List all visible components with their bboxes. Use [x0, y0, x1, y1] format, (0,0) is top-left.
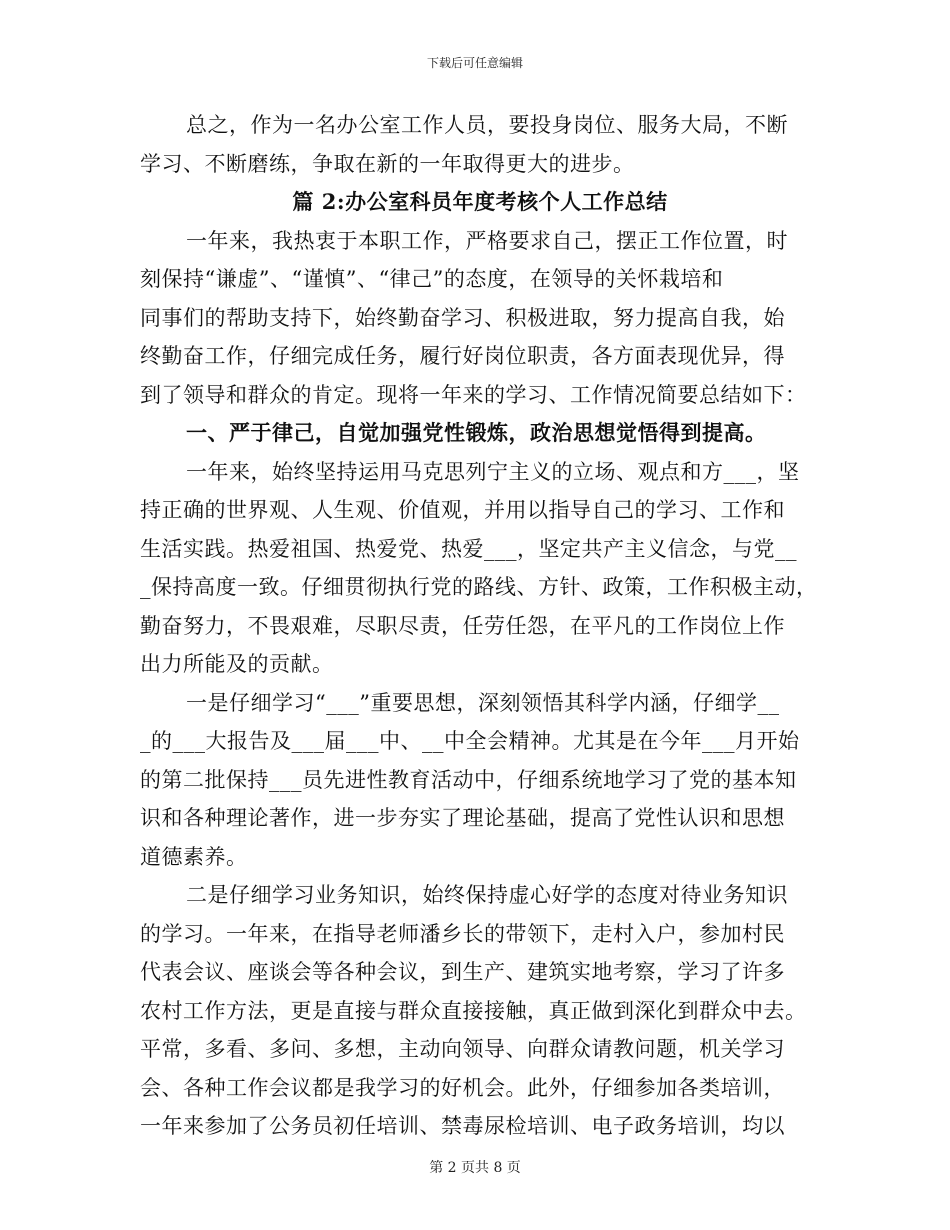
paragraph-line: 一年来参加了公务员初任培训、禁毒尿检培训、电子政务培训，均以	[140, 1114, 785, 1138]
paragraph-line: 总之，作为一名办公室工作人员，要投身岗位、服务大局，不断	[186, 113, 788, 137]
paragraph-line: 刻保持“谦虚”、“谨慎”、“律己”的态度，在领导的关怀栽培和	[140, 267, 724, 291]
document-body	[140, 106, 820, 1146]
page-footer: 第 2 页共 8 页	[429, 1160, 521, 1176]
paragraph-line: 平常，多看、多问、多想，主动向领导、向群众请教问题，机关学习	[140, 1037, 785, 1061]
paragraph-line: 农村工作方法，更是直接与群众直接接触，真正做到深化到群众中去。	[140, 998, 807, 1023]
paragraph-line: 二是仔细学习业务知识，始终保持虚心好学的态度对待业务知识	[186, 883, 788, 907]
paragraph-line: 代表会议、座谈会等各种会议，到生产、建筑实地考察，学习了许多	[140, 960, 785, 984]
paragraph-line: 的学习。一年来，在指导老师潘乡长的带领下，走村入户，参加村民	[140, 921, 785, 946]
paragraph-line: 识和各种理论著作，进一步夯实了理论基础，提高了党性认识和思想	[140, 806, 785, 830]
paragraph-line: 出力所能及的贡献。	[140, 652, 334, 676]
paragraph-line: 勤奋努力，不畏艰难，尽职尽责，任劳任怨，在平凡的工作岗位上作	[140, 613, 785, 638]
paragraph-line: 持正确的世界观、人生观、价值观，并用以指导自己的学习、工作和	[140, 498, 785, 522]
paragraph-line: 一年来，始终坚持运用马克思列宁主义的立场、观点和方___，坚	[186, 459, 800, 484]
paragraph-line: 生活实践。热爱祖国、热爱党、热爱___，坚定共产主义信念，与党__	[140, 536, 797, 561]
paragraph-line: 到了领导和群众的肯定。现将一年来的学习、工作情况简要总结如下：	[140, 382, 807, 407]
section-title: 篇 2:办公室科员年度考核个人工作总结	[292, 189, 668, 214]
paragraph-line: 学习、不断磨练，争取在新的一年取得更大的进步。	[140, 151, 635, 176]
paragraph-line: 道德素养。	[140, 844, 248, 869]
paragraph-line: 同事们的帮助支持下，始终勤奋学习、积极进取，努力提高自我，始	[140, 305, 785, 330]
page-header: 下载后可任意编辑	[426, 56, 523, 70]
paragraph-line: 的第二批保持___员先进性教育活动中，仔细系统地学习了党的基本知	[140, 767, 797, 792]
paragraph-line: 会、各种工作会议都是我学习的好机会。此外，仔细参加各类培训，	[140, 1075, 785, 1100]
paragraph-line: _的___大报告及___届___中、__中全会精神。尤其是在今年___月开始	[140, 729, 800, 753]
paragraph-line: _保持高度一致。仔细贯彻执行党的路线、方针、政策，工作积极主动，	[140, 575, 818, 599]
subsection-heading: 一、严于律己，自觉加强党性锻炼，政治思想觉悟得到提高。	[186, 420, 767, 445]
paragraph-line: 一年来，我热衷于本职工作，严格要求自己，摆正工作位置，时	[186, 228, 788, 253]
paragraph-line: 终勤奋工作，仔细完成任务，履行好岗位职责，各方面表现优异，得	[140, 344, 785, 368]
paragraph-line: 一是仔细学习“___”重要思想，深刻领悟其科学内涵，仔细学__	[186, 690, 780, 715]
